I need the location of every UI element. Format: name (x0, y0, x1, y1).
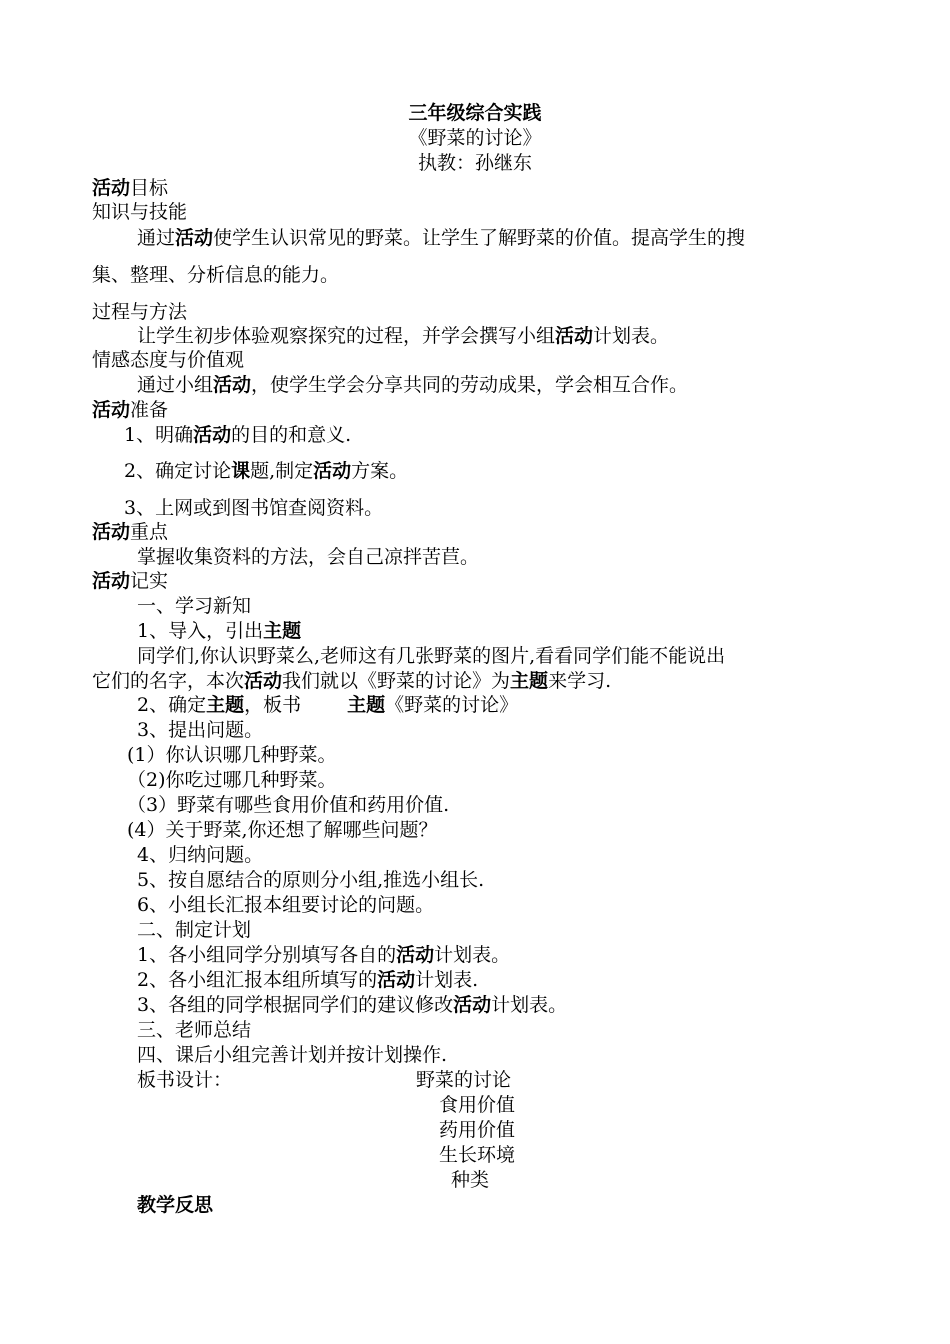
board-item-1: 食用价值 (439, 1094, 516, 1116)
step-1-4: 4、归纳问题。 (137, 844, 264, 866)
knowledge-heading: 知识与技能 (92, 201, 188, 223)
question-3: （3）野菜有哪些食用价值和药用价值. (127, 794, 450, 816)
step-1-3: 3、提出问题。 (137, 719, 264, 741)
board-title: 野菜的讨论 (416, 1069, 512, 1091)
prep-heading: 活动准备 (92, 399, 169, 421)
intro-paragraph-line2: 它们的名字，本次活动我们就以《野菜的讨论》为主题来学习. (92, 670, 612, 692)
board-item-3: 生长环境 (439, 1144, 516, 1166)
question-1: (1）你认识哪几种野菜。 (127, 744, 337, 766)
prep-item-2: 2、确定讨论课题,制定活动方案。 (124, 460, 409, 482)
board-item-4: 种类 (451, 1169, 490, 1191)
step-2-1: 1、各小组同学分别填写各自的活动计划表。 (137, 944, 511, 966)
section-4-heading: 四、课后小组完善计划并按计划操作. (137, 1044, 448, 1066)
board-item-2: 药用价值 (439, 1119, 516, 1141)
process-heading: 过程与方法 (92, 301, 188, 323)
question-2: （2)你吃过哪几种野菜。 (127, 769, 337, 791)
step-1-5: 5、按自愿结合的原则分小组,推选小组长. (137, 869, 485, 891)
focus-heading: 活动重点 (92, 521, 169, 543)
reflection-heading: 教学反思 (137, 1194, 214, 1216)
document-subtitle: 《野菜的讨论》 (408, 127, 542, 149)
knowledge-paragraph-line1: 通过活动使学生认识常见的野菜。让学生了解野菜的价值。提高学生的搜 (137, 227, 746, 249)
intro-paragraph-line1: 同学们,你认识野菜么,老师这有几张野菜的图片,看看同学们能不能说出 (137, 645, 726, 667)
goals-heading: 活动目标 (92, 177, 169, 199)
step-1-2: 2、确定主题，板书 主题《野菜的讨论》 (137, 694, 519, 716)
emotion-paragraph: 通过小组活动，使学生学会分享共同的劳动成果，学会相互合作。 (137, 374, 689, 396)
step-1-1: 1、导入，引出主题 (137, 620, 302, 642)
section-3-heading: 三、老师总结 (137, 1019, 252, 1041)
document-title: 三年级综合实践 (408, 102, 542, 124)
record-heading: 活动记实 (92, 570, 169, 592)
teacher-line: 执教：孙继东 (417, 152, 532, 174)
section-1-heading: 一、学习新知 (137, 595, 252, 617)
prep-item-3: 3、上网或到图书馆查阅资料。 (124, 497, 384, 519)
step-1-6: 6、小组长汇报本组要讨论的问题。 (137, 894, 435, 916)
section-2-heading: 二、制定计划 (137, 919, 252, 941)
knowledge-paragraph-line2: 集、整理、分析信息的能力。 (92, 264, 340, 286)
focus-paragraph: 掌握收集资料的方法，会自己凉拌苦苣。 (137, 546, 480, 568)
step-2-2: 2、各小组汇报本组所填写的活动计划表. (137, 969, 479, 991)
emotion-heading: 情感态度与价值观 (92, 349, 245, 371)
process-paragraph: 让学生初步体验观察探究的过程，并学会撰写小组活动计划表。 (137, 325, 670, 347)
question-4: (4）关于野菜,你还想了解哪些问题？ (127, 819, 438, 841)
step-2-3: 3、各组的同学根据同学们的建议修改活动计划表。 (137, 994, 568, 1016)
board-design-label: 板书设计： (137, 1069, 233, 1091)
prep-item-1: 1、明确活动的目的和意义. (124, 424, 352, 446)
